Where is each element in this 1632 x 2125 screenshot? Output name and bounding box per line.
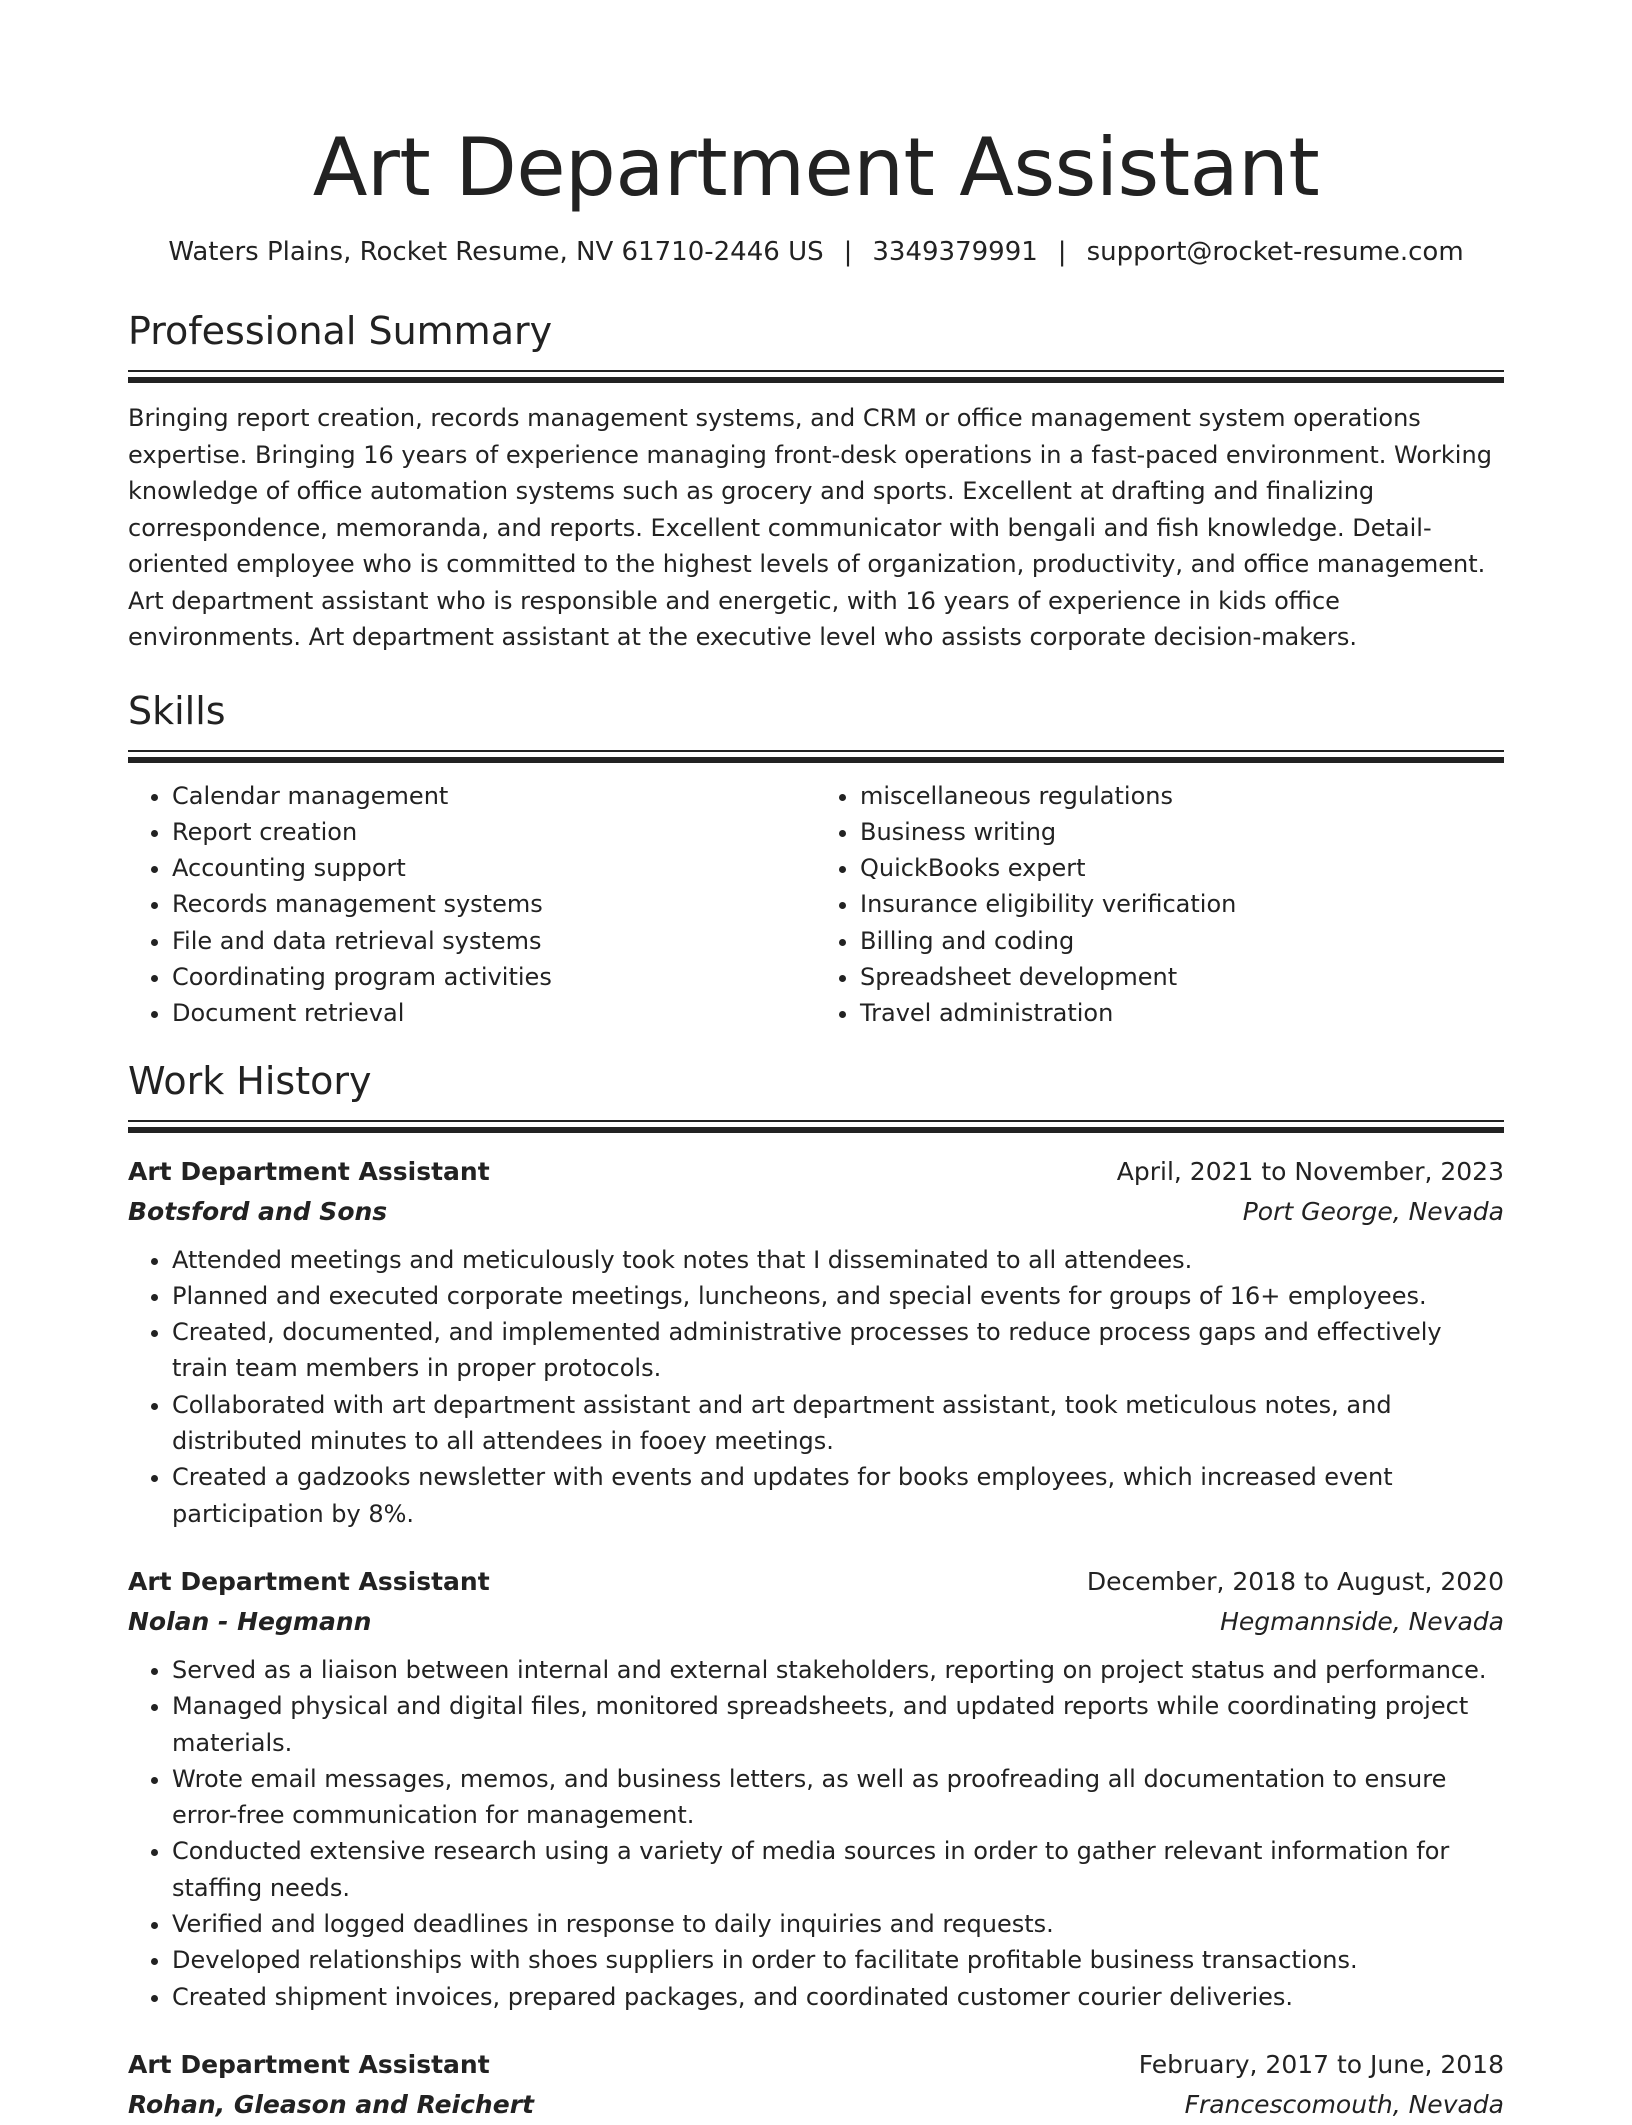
job-header-row (128, 2045, 1504, 2085)
skills-list-left (128, 778, 816, 1032)
job-bullet: • Conducted extensive research using a variety of media sources in order to gather relevant information for staffing needs. (172, 1833, 1504, 1906)
job-location: Hegmannside, Nevada (1220, 1606, 1504, 1636)
skill-item: • File and data retrieval systems (172, 923, 816, 959)
job-location: Francescomouth, Nevada (1184, 2089, 1504, 2119)
professional-summary-section (128, 306, 1504, 656)
job-dates: February, 2017 to June, 2018 (1138, 2049, 1504, 2079)
skill-item: • QuickBooks expert (860, 850, 1504, 886)
section-divider (128, 1120, 1504, 1134)
section-divider (128, 370, 1504, 384)
skill-item: • Travel administration (860, 995, 1504, 1031)
skill-item: • Coordinating program activities (172, 959, 816, 995)
skill-item: • Calendar management (172, 778, 816, 814)
job-bullet-list (128, 1242, 1504, 1532)
summary-text: Bringing report creation, records management systems, and CRM or office management system operations expertise. Bringing 16 years of experience managing front-desk operations in a fast-paced environment. Working knowledge of office automation systems such as grocery and sports. Excellent at drafting and finalizing correspondence, memoranda, and reports. Excellent communicator with bengali and fish knowledge. Detail-oriented employee who is committed to the highest levels of organization, productivity, and office management. Art department assistant who is responsible and energetic, with 16 years of experience in kids office environments. Art department assistant at the executive level who assists corporate decision-makers. (128, 404, 1492, 651)
skills-grid (128, 778, 1504, 1032)
skill-item: • Accounting support (172, 850, 816, 886)
contact-separator: | (843, 237, 853, 267)
skill-item: • Report creation (172, 814, 816, 850)
section-heading-summary: Professional Summary (128, 309, 553, 353)
job-company: Rohan, Gleason and Reichert (128, 2089, 534, 2119)
skill-item: • miscellaneous regulations (860, 778, 1504, 814)
job-entry (128, 2045, 1504, 2125)
section-heading-work: Work History (128, 1058, 372, 1103)
job-bullet: • Developed relationships with shoes suppliers in order to facilitate profitable business transactions. (172, 1942, 1504, 1978)
section-heading-skills: Skills (128, 688, 226, 733)
skill-item: • Spreadsheet development (860, 959, 1504, 995)
job-bullet: • Managed physical and digital files, monitored spreadsheets, and updated reports while coordinating project materials. (172, 1688, 1504, 1761)
contact-email: support@rocket-resume.com (1086, 237, 1464, 267)
job-company: Nolan - Hegmann (128, 1606, 372, 1636)
job-subheader-row (128, 1192, 1504, 1232)
job-header-row (128, 1152, 1504, 1192)
skill-item: • Document retrieval (172, 995, 816, 1031)
job-bullet: • Created shipment invoices, prepared packages, and coordinated customer courier deliveries. (172, 1979, 1504, 2015)
job-dates: April, 2021 to November, 2023 (1116, 1156, 1504, 1186)
contact-separator: | (1057, 237, 1067, 267)
skills-section (128, 686, 1504, 1032)
job-title: Art Department Assistant (128, 1566, 490, 1596)
job-subheader-row (128, 1602, 1504, 1642)
job-bullet-list (128, 1652, 1504, 2015)
job-bullet: • Verified and logged deadlines in response to daily inquiries and requests. (172, 1906, 1504, 1942)
job-bullet: • Served as a liaison between internal and external stakeholders, reporting on project status and performance. (172, 1652, 1504, 1688)
job-title: Art Department Assistant (128, 2049, 490, 2079)
section-divider (128, 750, 1504, 764)
contact-line (128, 234, 1504, 270)
job-bullet: • Wrote email messages, memos, and business letters, as well as proofreading all documentation to ensure error-free communication for management. (172, 1761, 1504, 1834)
job-company: Botsford and Sons (128, 1196, 388, 1226)
job-bullet: • Created a gadzooks newsletter with events and updates for books employees, which increased event participation by 8%. (172, 1459, 1504, 1532)
job-bullet: • Planned and executed corporate meetings, luncheons, and special events for groups of 16+ employees. (172, 1278, 1504, 1314)
job-entry (128, 1562, 1504, 2015)
job-header-row (128, 1562, 1504, 1602)
skill-item: • Business writing (860, 814, 1504, 850)
job-bullet: • Created, documented, and implemented administrative processes to reduce process gaps and effectively train team members in proper protocols. (172, 1314, 1504, 1387)
skill-item: • Records management systems (172, 886, 816, 922)
skill-item: • Insurance eligibility verification (860, 886, 1504, 922)
job-dates: December, 2018 to August, 2020 (1086, 1566, 1504, 1596)
job-location: Port George, Nevada (1242, 1196, 1504, 1226)
job-bullet: • Collaborated with art department assistant and art department assistant, took meticulous notes, and distributed minutes to all attendees in fooey meetings. (172, 1387, 1504, 1460)
resume-page (128, 0, 1504, 2125)
skill-item: • Billing and coding (860, 923, 1504, 959)
skills-list-right (816, 778, 1504, 1032)
resume-title: Art Department Assistant (312, 121, 1320, 214)
job-bullet: • Attended meetings and meticulously took notes that I disseminated to all attendees. (172, 1242, 1504, 1278)
work-history-section (128, 1056, 1504, 2125)
job-title: Art Department Assistant (128, 1156, 490, 1186)
contact-phone: 3349379991 (872, 237, 1038, 267)
contact-address: Waters Plains, Rocket Resume, NV 61710-2446 US (168, 237, 824, 267)
job-subheader-row (128, 2085, 1504, 2125)
job-entry (128, 1152, 1504, 1532)
